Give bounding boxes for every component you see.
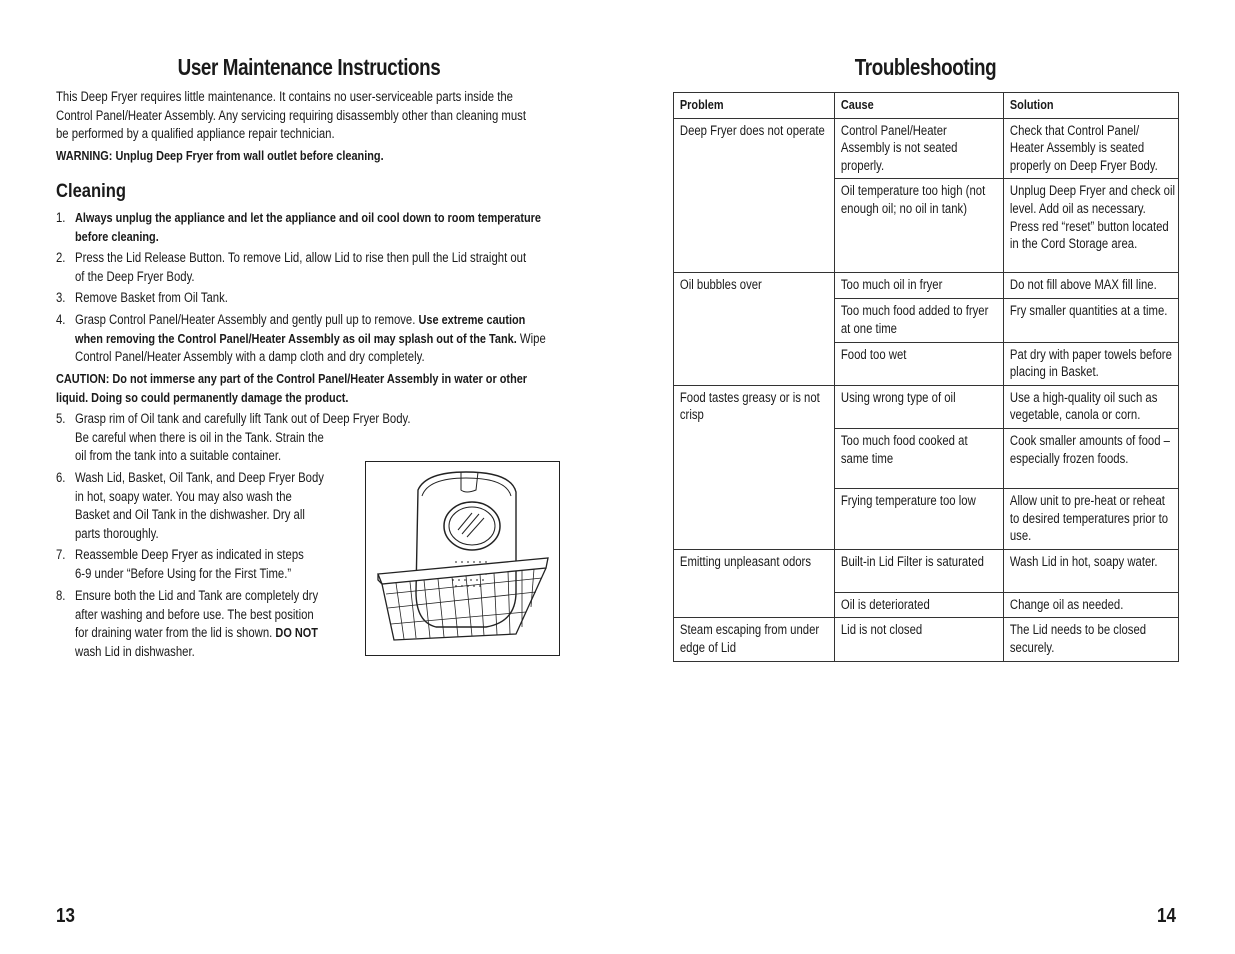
step-line: Wash Lid, Basket, Oil Tank, and Deep Fryer Body xyxy=(75,470,324,485)
cause-text: Too much food cooked at same time xyxy=(840,432,968,466)
solution-text: Use a high-quality oil such as vegetable, canola or corn. xyxy=(1009,389,1158,423)
step-text-bold: Use extreme caution xyxy=(418,312,526,327)
header-label: Problem xyxy=(679,97,724,112)
cause-cell xyxy=(835,549,1004,592)
caution-line: liquid. Doing so could permanently damage the product. xyxy=(56,389,349,405)
step-line: 6-9 under “Before Using for the First Time.” xyxy=(75,565,292,581)
table-row xyxy=(674,618,1179,661)
cause-cell xyxy=(835,488,1004,549)
cause-cell xyxy=(835,273,1004,299)
solution-text: Wash Lid in hot, soapy water. xyxy=(1009,553,1158,569)
cause-text: Frying temperature too low xyxy=(840,492,976,508)
solution-text: Allow unit to pre-heat or reheat to desired temperatures prior to use. xyxy=(1009,492,1169,544)
solution-text: The Lid needs to be closed securely. xyxy=(1009,622,1147,655)
header-label: Solution xyxy=(1009,97,1054,112)
step-text: for draining water from the lid is shown. xyxy=(75,625,276,641)
cause-text: Using wrong type of oil xyxy=(840,389,956,405)
table-row xyxy=(674,385,1179,428)
table-header-row xyxy=(674,93,1179,119)
step-number: 5. xyxy=(56,411,66,426)
step-number: 1. xyxy=(56,210,66,225)
cleaning-heading: Cleaning xyxy=(56,180,126,202)
step-text: Grasp Control Panel/Heater Assembly and gently pull up to remove. xyxy=(75,312,419,327)
solution-cell xyxy=(1004,118,1179,179)
cause-cell xyxy=(835,179,1004,273)
step-number: 6. xyxy=(56,470,66,485)
cause-cell xyxy=(835,342,1004,385)
problem-text: Emitting unpleasant odors xyxy=(679,553,811,569)
step-line: wash Lid in dishwasher. xyxy=(75,643,195,659)
cause-text: Too much oil in fryer xyxy=(840,277,943,293)
step-line: in hot, soapy water. You may also wash the xyxy=(75,488,292,504)
column-header xyxy=(674,93,835,119)
solution-cell xyxy=(1004,428,1179,488)
caution-line: CAUTION: Do not immerse any part of the Control Panel/Heater Assembly in water or other xyxy=(56,371,528,386)
solution-text: Pat dry with paper towels before placing in Basket. xyxy=(1009,346,1172,380)
step-number: 8. xyxy=(56,588,66,603)
intro-line: be performed by a qualified appliance repair technician. xyxy=(56,126,335,142)
cause-text: Lid is not closed xyxy=(840,622,923,638)
step-line: Control Panel/Heater Assembly with a damp cloth and dry completely. xyxy=(75,349,425,365)
problem-cell xyxy=(674,118,835,273)
maintenance-title: User Maintenance Instructions xyxy=(177,54,441,80)
step-line: before cleaning. xyxy=(75,228,159,244)
cause-text: Built-in Lid Filter is saturated xyxy=(840,553,984,569)
step-line: of the Deep Fryer Body. xyxy=(75,268,195,284)
step-number: 2. xyxy=(56,250,66,265)
solution-cell xyxy=(1004,273,1179,299)
intro-line: This Deep Fryer requires little maintenance. It contains no user-serviceable parts inside the xyxy=(56,89,513,104)
problem-text: Deep Fryer does not operate xyxy=(679,122,825,138)
cause-text: Too much food added to fryer at one time xyxy=(840,303,989,336)
page-number-left: 13 xyxy=(56,905,75,927)
step-line: Be careful when there is oil in the Tank. Strain the xyxy=(75,429,324,445)
solution-cell xyxy=(1004,488,1179,549)
solution-text: Cook smaller amounts of food – especially frozen foods. xyxy=(1009,432,1170,466)
troubleshooting-table xyxy=(673,92,1179,662)
solution-cell xyxy=(1004,179,1179,273)
step-line: Ensure both the Lid and Tank are completely dry xyxy=(75,588,319,603)
cause-cell xyxy=(835,385,1004,428)
step-line: Always unplug the appliance and let the appliance and oil cool down to room temperature xyxy=(75,210,541,225)
step-line: after washing and before use. The best position xyxy=(75,606,314,622)
troubleshooting-title: Troubleshooting xyxy=(854,54,997,80)
solution-text: Check that Control Panel/ Heater Assembly is seated properly on Deep Fryer Body. xyxy=(1009,122,1158,173)
step-line: Remove Basket from Oil Tank. xyxy=(75,290,228,305)
step-number: 4. xyxy=(56,312,66,327)
step-line: Press the Lid Release Button. To remove Lid, allow Lid to rise then pull the Lid straight out xyxy=(75,250,527,265)
header-label: Cause xyxy=(840,97,874,112)
warning-text: WARNING: Unplug Deep Fryer from wall outlet before cleaning. xyxy=(56,148,384,163)
intro-line: Control Panel/Heater Assembly. Any servicing requiring disassembly other than cleaning must xyxy=(56,107,527,123)
problem-cell xyxy=(674,273,835,385)
caution-text xyxy=(56,370,562,407)
page-number-right: 14 xyxy=(1157,905,1176,927)
solution-text: Fry smaller quantities at a time. xyxy=(1009,303,1168,319)
step-line: oil from the tank into a suitable container. xyxy=(75,448,282,464)
solution-cell xyxy=(1004,342,1179,385)
cause-text: Food too wet xyxy=(840,346,907,362)
step-number: 7. xyxy=(56,547,66,562)
column-header xyxy=(835,93,1004,119)
cause-text: Control Panel/Heater Assembly is not seated properly. xyxy=(840,122,958,173)
solution-cell xyxy=(1004,592,1179,618)
step-text-bold: when removing the Control Panel/Heater Assembly as oil may splash out of the Tank. xyxy=(75,330,517,346)
step-line: Basket and Oil Tank in the dishwasher. Dry all xyxy=(75,507,305,523)
fryer-lid-in-basket-illustration xyxy=(365,461,560,656)
cause-cell xyxy=(835,618,1004,661)
cause-text: Oil is deteriorated xyxy=(840,596,930,612)
step-line: Grasp rim of Oil tank and carefully lift Tank out of Deep Fryer Body. xyxy=(75,411,411,426)
problem-cell xyxy=(674,618,835,661)
step-text-bold: DO NOT xyxy=(275,625,318,641)
problem-text: Steam escaping from under edge of Lid xyxy=(679,622,820,655)
solution-cell xyxy=(1004,385,1179,428)
cause-cell xyxy=(835,299,1004,342)
column-header xyxy=(1004,93,1179,119)
illustration-svg xyxy=(366,462,558,654)
solution-cell xyxy=(1004,299,1179,342)
problem-cell xyxy=(674,385,835,549)
cause-cell xyxy=(835,118,1004,179)
step-text: Wipe xyxy=(516,330,546,346)
table-row xyxy=(674,273,1179,299)
solution-cell xyxy=(1004,618,1179,661)
cause-text: Oil temperature too high (not enough oil; no oil in tank) xyxy=(840,183,986,216)
table-row xyxy=(674,549,1179,592)
table-row xyxy=(674,118,1179,179)
cause-cell xyxy=(835,592,1004,618)
solution-text: Unplug Deep Fryer and check oil level. Add oil as necessary. Press red “reset” button located in the Cord Storage area. xyxy=(1009,183,1176,252)
problem-text: Oil bubbles over xyxy=(679,277,762,293)
solution-text: Do not fill above MAX fill line. xyxy=(1009,277,1157,293)
problem-text: Food tastes greasy or is not crisp xyxy=(679,389,820,423)
cause-cell xyxy=(835,428,1004,488)
step-line: Reassemble Deep Fryer as indicated in steps xyxy=(75,547,304,562)
solution-text: Change oil as needed. xyxy=(1009,596,1124,612)
problem-cell xyxy=(674,549,835,618)
step-number: 3. xyxy=(56,290,66,305)
solution-cell xyxy=(1004,549,1179,592)
step-line: parts thoroughly. xyxy=(75,525,159,541)
intro-paragraph xyxy=(56,88,562,144)
